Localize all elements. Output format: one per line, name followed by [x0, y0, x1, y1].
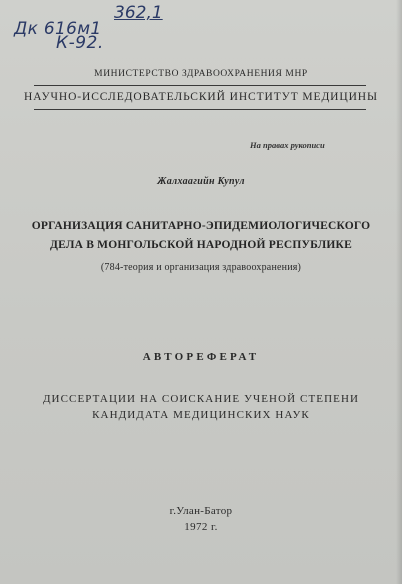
publication-place: г.Улан-Батор [169, 505, 233, 517]
author-name: Жалхаагийн Купул [157, 176, 245, 187]
specialty-subtitle: (784-теория и организация здравоохранения) [100, 262, 302, 273]
handwritten-number: 362,1 [114, 3, 163, 23]
header-rule-bottom [34, 109, 366, 110]
handwritten-code: К-92. [56, 33, 104, 53]
abstract-label: АВТОРЕФЕРАТ [142, 351, 260, 363]
dissertation-description [0, 391, 402, 423]
dissertation-line-2: КАНДИДАТА МЕДИЦИНСКИХ НАУК [92, 409, 310, 421]
publication-year: 1972 г. [184, 521, 218, 533]
ministry-heading: МИНИСТЕРСТВО ЗДРАВООХРАНЕНИЯ МНР [94, 69, 308, 79]
rights-note: На правах рукописи [250, 140, 325, 150]
handwritten-shelf-mark: Дк 616м1 [14, 19, 102, 39]
institute-heading: НАУЧНО-ИССЛЕДОВАТЕЛЬСКИЙ ИНСТИТУТ МЕДИЦИНЫ [24, 91, 378, 103]
header-rule-top [34, 85, 366, 86]
document-title [0, 217, 402, 255]
title-line-1: ОРГАНИЗАЦИЯ САНИТАРНО-ЭПИДЕМИОЛОГИЧЕСКОГО [31, 220, 371, 232]
dissertation-line-1: ДИССЕРТАЦИИ НА СОИСКАНИЕ УЧЕНОЙ СТЕПЕНИ [42, 393, 360, 405]
title-line-2: ДЕЛА В МОНГОЛЬСКОЙ НАРОДНОЙ РЕСПУБЛИКЕ [50, 239, 352, 251]
